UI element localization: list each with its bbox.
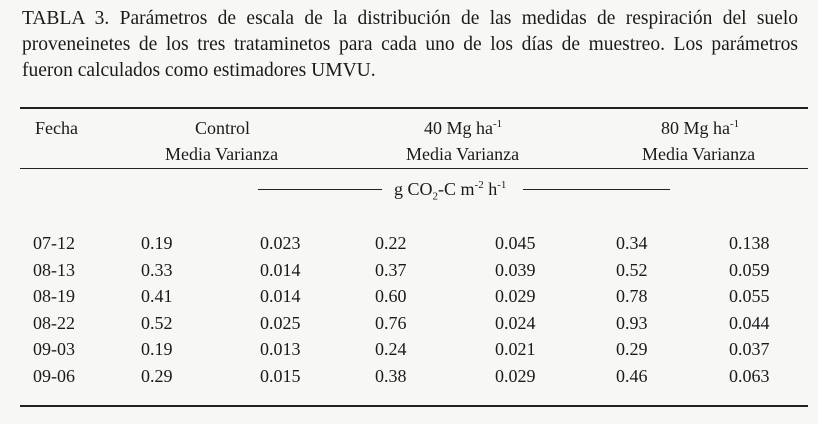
table-bottom-rule: [20, 405, 808, 407]
cell-value: 0.78: [616, 286, 648, 307]
cell-value: 0.055: [729, 286, 770, 307]
units-line-left: [258, 189, 382, 190]
cell-value: 0.37: [375, 259, 407, 280]
header-40mg-sub: Media Varianza: [406, 144, 520, 164]
table-top-rule: [20, 107, 808, 109]
cell-value: 0.34: [616, 233, 648, 253]
header-control: Control: [195, 118, 251, 138]
cell-value: 0.039: [495, 259, 536, 280]
cell-value: 0.22: [375, 233, 407, 253]
table-row: [0, 312, 818, 338]
cell-fecha: 08-19: [33, 286, 75, 307]
cell-value: 0.41: [141, 286, 173, 307]
header-fecha: Fecha: [35, 118, 78, 138]
cell-value: 0.023: [260, 233, 301, 253]
cell-value: 0.029: [495, 286, 536, 307]
cell-value: 0.024: [495, 312, 536, 333]
cell-fecha: 07-12: [33, 233, 75, 253]
cell-value: 0.38: [375, 366, 407, 386]
cell-value: 0.044: [729, 312, 770, 333]
cell-value: 0.014: [260, 286, 301, 307]
cell-value: 0.138: [729, 233, 770, 253]
cell-value: 0.29: [141, 366, 173, 386]
cell-value: 0.045: [495, 233, 536, 253]
header-80mg-sub: Media Varianza: [642, 144, 756, 164]
cell-value: 0.013: [260, 339, 301, 360]
table-header-rule: [20, 168, 808, 169]
table-row: [0, 285, 818, 311]
cell-value: 0.29: [616, 339, 648, 360]
cell-value: 0.021: [495, 339, 536, 360]
cell-value: 0.015: [260, 366, 301, 386]
cell-value: 0.46: [616, 366, 648, 386]
cell-value: 0.014: [260, 259, 301, 280]
table-row: [0, 338, 818, 364]
table-caption: TABLA 3. Parámetros de escala de la distribución de las medidas de respiración del suelo proveneinetes de los tres trataminetos para cada uno de los días de muestreo. Los parámetros fueron calculados como estimadores UMVU.: [22, 8, 798, 81]
table-row: [0, 365, 818, 391]
cell-value: 0.025: [260, 312, 301, 333]
cell-value: 0.52: [141, 312, 173, 333]
cell-fecha: 08-22: [33, 312, 75, 333]
cell-value: 0.76: [375, 312, 407, 333]
cell-value: 0.19: [141, 233, 173, 253]
cell-value: 0.19: [141, 339, 173, 360]
cell-value: 0.52: [616, 259, 648, 280]
header-40mg: 40 Mg $ha^{-1}$: [424, 118, 503, 138]
cell-value: 0.063: [729, 366, 770, 386]
cell-value: 0.33: [141, 259, 173, 280]
cell-value: 0.059: [729, 259, 770, 280]
table-row: [0, 232, 818, 258]
cell-value: 0.029: [495, 366, 536, 386]
header-control-sub: Media Varianza: [165, 144, 279, 164]
table-row: [0, 259, 818, 285]
cell-value: 0.24: [375, 339, 407, 360]
units-line-right: [523, 189, 670, 190]
cell-fecha: 09-03: [33, 339, 75, 360]
cell-value: 0.037: [729, 339, 770, 360]
cell-fecha: 09-06: [33, 366, 75, 386]
units-label: g $CO_2-C$ $m^{-2}$ $h^{-1}$: [394, 179, 507, 203]
cell-value: 0.93: [616, 312, 648, 333]
cell-value: 0.60: [375, 286, 407, 307]
cell-fecha: 08-13: [33, 259, 75, 280]
header-80mg: 80 Mg $ha^{-1}$: [661, 118, 740, 138]
